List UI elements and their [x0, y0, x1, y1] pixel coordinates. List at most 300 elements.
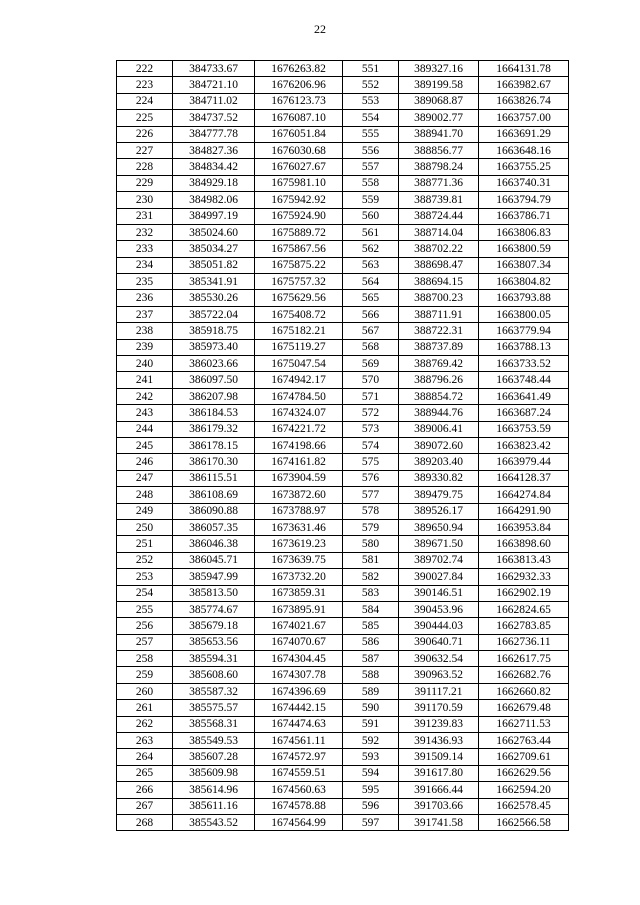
- y-coordinate-cell: 1674564.99: [255, 814, 343, 830]
- y-coordinate-cell: 1675757.32: [255, 274, 343, 290]
- y-coordinate-cell: 1674559.51: [255, 765, 343, 781]
- x-coordinate-cell: 385611.16: [173, 798, 255, 814]
- point-number-cell: 222: [117, 61, 173, 77]
- x-coordinate-cell: 388739.81: [399, 192, 479, 208]
- x-coordinate-cell: 389526.17: [399, 503, 479, 519]
- point-number-cell: 565: [343, 290, 399, 306]
- y-coordinate-cell: 1663982.67: [479, 77, 569, 93]
- point-number-cell: 576: [343, 470, 399, 486]
- x-coordinate-cell: 388714.04: [399, 224, 479, 240]
- y-coordinate-cell: 1674942.17: [255, 372, 343, 388]
- x-coordinate-cell: 390963.52: [399, 667, 479, 683]
- x-coordinate-cell: 389068.87: [399, 93, 479, 109]
- y-coordinate-cell: 1676263.82: [255, 61, 343, 77]
- table-row: [117, 208, 569, 224]
- point-number-cell: 228: [117, 159, 173, 175]
- table-row: [117, 126, 569, 142]
- table-row: [117, 782, 569, 798]
- x-coordinate-cell: 388724.44: [399, 208, 479, 224]
- y-coordinate-cell: 1675629.56: [255, 290, 343, 306]
- x-coordinate-cell: 390027.84: [399, 569, 479, 585]
- point-number-cell: 554: [343, 110, 399, 126]
- y-coordinate-cell: 1675408.72: [255, 306, 343, 322]
- point-number-cell: 568: [343, 339, 399, 355]
- point-number-cell: 589: [343, 683, 399, 699]
- y-coordinate-cell: 1675119.27: [255, 339, 343, 355]
- x-coordinate-cell: 384737.52: [173, 110, 255, 126]
- x-coordinate-cell: 388796.26: [399, 372, 479, 388]
- point-number-cell: 595: [343, 782, 399, 798]
- table-row: [117, 634, 569, 650]
- y-coordinate-cell: 1663800.59: [479, 241, 569, 257]
- x-coordinate-cell: 391741.58: [399, 814, 479, 830]
- x-coordinate-cell: 389006.41: [399, 421, 479, 437]
- y-coordinate-cell: 1675942.92: [255, 192, 343, 208]
- point-number-cell: 574: [343, 437, 399, 453]
- y-coordinate-cell: 1675889.72: [255, 224, 343, 240]
- point-number-cell: 586: [343, 634, 399, 650]
- table-row: [117, 765, 569, 781]
- y-coordinate-cell: 1674307.78: [255, 667, 343, 683]
- point-number-cell: 259: [117, 667, 173, 683]
- x-coordinate-cell: 389479.75: [399, 487, 479, 503]
- y-coordinate-cell: 1674396.69: [255, 683, 343, 699]
- y-coordinate-cell: 1673895.91: [255, 601, 343, 617]
- table-row: [117, 470, 569, 486]
- point-number-cell: 573: [343, 421, 399, 437]
- y-coordinate-cell: 1674578.88: [255, 798, 343, 814]
- point-number-cell: 244: [117, 421, 173, 437]
- table-row: [117, 306, 569, 322]
- point-number-cell: 577: [343, 487, 399, 503]
- x-coordinate-cell: 388941.70: [399, 126, 479, 142]
- y-coordinate-cell: 1674221.72: [255, 421, 343, 437]
- x-coordinate-cell: 386057.35: [173, 519, 255, 535]
- table-row: [117, 487, 569, 503]
- y-coordinate-cell: 1663826.74: [479, 93, 569, 109]
- point-number-cell: 264: [117, 749, 173, 765]
- y-coordinate-cell: 1675924.90: [255, 208, 343, 224]
- y-coordinate-cell: 1675867.56: [255, 241, 343, 257]
- table-row: [117, 61, 569, 77]
- y-coordinate-cell: 1662629.56: [479, 765, 569, 781]
- x-coordinate-cell: 385594.31: [173, 651, 255, 667]
- table-row: [117, 503, 569, 519]
- point-number-cell: 231: [117, 208, 173, 224]
- x-coordinate-cell: 388694.15: [399, 274, 479, 290]
- point-number-cell: 564: [343, 274, 399, 290]
- x-coordinate-cell: 384834.42: [173, 159, 255, 175]
- x-coordinate-cell: 389702.74: [399, 552, 479, 568]
- point-number-cell: 261: [117, 700, 173, 716]
- y-coordinate-cell: 1673631.46: [255, 519, 343, 535]
- x-coordinate-cell: 391170.59: [399, 700, 479, 716]
- point-number-cell: 596: [343, 798, 399, 814]
- point-number-cell: 232: [117, 224, 173, 240]
- x-coordinate-cell: 385543.52: [173, 814, 255, 830]
- x-coordinate-cell: 385587.32: [173, 683, 255, 699]
- y-coordinate-cell: 1675981.10: [255, 175, 343, 191]
- point-number-cell: 584: [343, 601, 399, 617]
- x-coordinate-cell: 385679.18: [173, 618, 255, 634]
- point-number-cell: 243: [117, 405, 173, 421]
- table-row: [117, 405, 569, 421]
- y-coordinate-cell: 1663648.16: [479, 142, 569, 158]
- point-number-cell: 223: [117, 77, 173, 93]
- point-number-cell: 236: [117, 290, 173, 306]
- x-coordinate-cell: 385024.60: [173, 224, 255, 240]
- x-coordinate-cell: 386179.32: [173, 421, 255, 437]
- point-number-cell: 239: [117, 339, 173, 355]
- x-coordinate-cell: 388854.72: [399, 388, 479, 404]
- x-coordinate-cell: 385530.26: [173, 290, 255, 306]
- x-coordinate-cell: 388722.31: [399, 323, 479, 339]
- x-coordinate-cell: 390640.71: [399, 634, 479, 650]
- table-row: [117, 421, 569, 437]
- point-number-cell: 581: [343, 552, 399, 568]
- x-coordinate-cell: 385947.99: [173, 569, 255, 585]
- x-coordinate-cell: 385608.60: [173, 667, 255, 683]
- table-row: [117, 388, 569, 404]
- y-coordinate-cell: 1663898.60: [479, 536, 569, 552]
- x-coordinate-cell: 388737.89: [399, 339, 479, 355]
- x-coordinate-cell: 389671.50: [399, 536, 479, 552]
- y-coordinate-cell: 1663806.83: [479, 224, 569, 240]
- x-coordinate-cell: 389199.58: [399, 77, 479, 93]
- point-number-cell: 224: [117, 93, 173, 109]
- point-number-cell: 242: [117, 388, 173, 404]
- table-row: [117, 274, 569, 290]
- point-number-cell: 597: [343, 814, 399, 830]
- table-row: [117, 569, 569, 585]
- y-coordinate-cell: 1664131.78: [479, 61, 569, 77]
- x-coordinate-cell: 388700.23: [399, 290, 479, 306]
- point-number-cell: 585: [343, 618, 399, 634]
- table-row: [117, 437, 569, 453]
- point-number-cell: 238: [117, 323, 173, 339]
- point-number-cell: 561: [343, 224, 399, 240]
- point-number-cell: 252: [117, 552, 173, 568]
- y-coordinate-cell: 1673732.20: [255, 569, 343, 585]
- point-number-cell: 263: [117, 733, 173, 749]
- point-number-cell: 566: [343, 306, 399, 322]
- point-number-cell: 240: [117, 356, 173, 372]
- point-number-cell: 572: [343, 405, 399, 421]
- point-number-cell: 557: [343, 159, 399, 175]
- y-coordinate-cell: 1675047.54: [255, 356, 343, 372]
- x-coordinate-cell: 386207.98: [173, 388, 255, 404]
- point-number-cell: 268: [117, 814, 173, 830]
- y-coordinate-cell: 1663807.34: [479, 257, 569, 273]
- x-coordinate-cell: 389650.94: [399, 519, 479, 535]
- y-coordinate-cell: 1663733.52: [479, 356, 569, 372]
- x-coordinate-cell: 385813.50: [173, 585, 255, 601]
- x-coordinate-cell: 391509.14: [399, 749, 479, 765]
- x-coordinate-cell: 391703.66: [399, 798, 479, 814]
- y-coordinate-cell: 1662617.75: [479, 651, 569, 667]
- y-coordinate-cell: 1673788.97: [255, 503, 343, 519]
- point-number-cell: 580: [343, 536, 399, 552]
- point-number-cell: 587: [343, 651, 399, 667]
- point-number-cell: 555: [343, 126, 399, 142]
- x-coordinate-cell: 386045.71: [173, 552, 255, 568]
- y-coordinate-cell: 1662932.33: [479, 569, 569, 585]
- point-number-cell: 569: [343, 356, 399, 372]
- point-number-cell: 559: [343, 192, 399, 208]
- x-coordinate-cell: 388711.91: [399, 306, 479, 322]
- y-coordinate-cell: 1663953.84: [479, 519, 569, 535]
- y-coordinate-cell: 1676027.67: [255, 159, 343, 175]
- x-coordinate-cell: 389327.16: [399, 61, 479, 77]
- point-number-cell: 241: [117, 372, 173, 388]
- x-coordinate-cell: 386170.30: [173, 454, 255, 470]
- table-row: [117, 454, 569, 470]
- y-coordinate-cell: 1663979.44: [479, 454, 569, 470]
- table-row: [117, 290, 569, 306]
- y-coordinate-cell: 1663691.29: [479, 126, 569, 142]
- coordinates-table-body: [117, 61, 569, 831]
- table-row: [117, 618, 569, 634]
- y-coordinate-cell: 1663786.71: [479, 208, 569, 224]
- y-coordinate-cell: 1662709.61: [479, 749, 569, 765]
- y-coordinate-cell: 1674560.63: [255, 782, 343, 798]
- x-coordinate-cell: 388798.24: [399, 159, 479, 175]
- y-coordinate-cell: 1673872.60: [255, 487, 343, 503]
- x-coordinate-cell: 385568.31: [173, 716, 255, 732]
- y-coordinate-cell: 1673859.31: [255, 585, 343, 601]
- y-coordinate-cell: 1662578.45: [479, 798, 569, 814]
- table-row: [117, 585, 569, 601]
- y-coordinate-cell: 1662660.82: [479, 683, 569, 699]
- y-coordinate-cell: 1662763.44: [479, 733, 569, 749]
- point-number-cell: 571: [343, 388, 399, 404]
- y-coordinate-cell: 1674474.63: [255, 716, 343, 732]
- x-coordinate-cell: 384997.19: [173, 208, 255, 224]
- point-number-cell: 248: [117, 487, 173, 503]
- x-coordinate-cell: 391436.93: [399, 733, 479, 749]
- y-coordinate-cell: 1676123.73: [255, 93, 343, 109]
- x-coordinate-cell: 385051.82: [173, 257, 255, 273]
- point-number-cell: 230: [117, 192, 173, 208]
- x-coordinate-cell: 384827.36: [173, 142, 255, 158]
- x-coordinate-cell: 384733.67: [173, 61, 255, 77]
- x-coordinate-cell: 390444.03: [399, 618, 479, 634]
- table-row: [117, 372, 569, 388]
- point-number-cell: 253: [117, 569, 173, 585]
- point-number-cell: 567: [343, 323, 399, 339]
- point-number-cell: 553: [343, 93, 399, 109]
- x-coordinate-cell: 390632.54: [399, 651, 479, 667]
- table-row: [117, 356, 569, 372]
- y-coordinate-cell: 1674784.50: [255, 388, 343, 404]
- x-coordinate-cell: 389330.82: [399, 470, 479, 486]
- x-coordinate-cell: 386184.53: [173, 405, 255, 421]
- y-coordinate-cell: 1674161.82: [255, 454, 343, 470]
- x-coordinate-cell: 385722.04: [173, 306, 255, 322]
- point-number-cell: 592: [343, 733, 399, 749]
- y-coordinate-cell: 1676206.96: [255, 77, 343, 93]
- y-coordinate-cell: 1662902.19: [479, 585, 569, 601]
- table-row: [117, 667, 569, 683]
- y-coordinate-cell: 1662824.65: [479, 601, 569, 617]
- y-coordinate-cell: 1676051.84: [255, 126, 343, 142]
- point-number-cell: 570: [343, 372, 399, 388]
- point-number-cell: 260: [117, 683, 173, 699]
- table-row: [117, 339, 569, 355]
- y-coordinate-cell: 1662594.20: [479, 782, 569, 798]
- point-number-cell: 575: [343, 454, 399, 470]
- table-row: [117, 519, 569, 535]
- point-number-cell: 251: [117, 536, 173, 552]
- point-number-cell: 250: [117, 519, 173, 535]
- table-row: [117, 798, 569, 814]
- x-coordinate-cell: 388769.42: [399, 356, 479, 372]
- y-coordinate-cell: 1662566.58: [479, 814, 569, 830]
- y-coordinate-cell: 1662682.76: [479, 667, 569, 683]
- point-number-cell: 234: [117, 257, 173, 273]
- x-coordinate-cell: 384711.02: [173, 93, 255, 109]
- y-coordinate-cell: 1663794.79: [479, 192, 569, 208]
- x-coordinate-cell: 386108.69: [173, 487, 255, 503]
- coordinates-table: [116, 60, 569, 831]
- x-coordinate-cell: 391117.21: [399, 683, 479, 699]
- y-coordinate-cell: 1674572.97: [255, 749, 343, 765]
- x-coordinate-cell: 386178.15: [173, 437, 255, 453]
- y-coordinate-cell: 1673639.75: [255, 552, 343, 568]
- point-number-cell: 593: [343, 749, 399, 765]
- x-coordinate-cell: 385774.67: [173, 601, 255, 617]
- table-row: [117, 93, 569, 109]
- x-coordinate-cell: 384777.78: [173, 126, 255, 142]
- point-number-cell: 249: [117, 503, 173, 519]
- table-row: [117, 192, 569, 208]
- point-number-cell: 582: [343, 569, 399, 585]
- point-number-cell: 265: [117, 765, 173, 781]
- y-coordinate-cell: 1676030.68: [255, 142, 343, 158]
- y-coordinate-cell: 1663757.00: [479, 110, 569, 126]
- y-coordinate-cell: 1674198.66: [255, 437, 343, 453]
- y-coordinate-cell: 1663804.82: [479, 274, 569, 290]
- y-coordinate-cell: 1676087.10: [255, 110, 343, 126]
- point-number-cell: 225: [117, 110, 173, 126]
- x-coordinate-cell: 384929.18: [173, 175, 255, 191]
- y-coordinate-cell: 1663740.31: [479, 175, 569, 191]
- table-row: [117, 552, 569, 568]
- point-number-cell: 233: [117, 241, 173, 257]
- x-coordinate-cell: 385034.27: [173, 241, 255, 257]
- y-coordinate-cell: 1664291.90: [479, 503, 569, 519]
- point-number-cell: 227: [117, 142, 173, 158]
- table-row: [117, 257, 569, 273]
- point-number-cell: 563: [343, 257, 399, 273]
- table-row: [117, 159, 569, 175]
- x-coordinate-cell: 385575.57: [173, 700, 255, 716]
- y-coordinate-cell: 1662736.11: [479, 634, 569, 650]
- point-number-cell: 258: [117, 651, 173, 667]
- point-number-cell: 594: [343, 765, 399, 781]
- page-number: 22: [314, 22, 326, 36]
- x-coordinate-cell: 384982.06: [173, 192, 255, 208]
- table-row: [117, 142, 569, 158]
- point-number-cell: 583: [343, 585, 399, 601]
- point-number-cell: 229: [117, 175, 173, 191]
- point-number-cell: 226: [117, 126, 173, 142]
- x-coordinate-cell: 385973.40: [173, 339, 255, 355]
- y-coordinate-cell: 1662679.48: [479, 700, 569, 716]
- point-number-cell: 262: [117, 716, 173, 732]
- point-number-cell: 591: [343, 716, 399, 732]
- table-row: [117, 716, 569, 732]
- x-coordinate-cell: 388702.22: [399, 241, 479, 257]
- y-coordinate-cell: 1673904.59: [255, 470, 343, 486]
- y-coordinate-cell: 1664128.37: [479, 470, 569, 486]
- point-number-cell: 254: [117, 585, 173, 601]
- y-coordinate-cell: 1675875.22: [255, 257, 343, 273]
- table-row: [117, 683, 569, 699]
- x-coordinate-cell: 385653.56: [173, 634, 255, 650]
- x-coordinate-cell: 389203.40: [399, 454, 479, 470]
- table-row: [117, 733, 569, 749]
- point-number-cell: 235: [117, 274, 173, 290]
- y-coordinate-cell: 1663779.94: [479, 323, 569, 339]
- y-coordinate-cell: 1674304.45: [255, 651, 343, 667]
- table-row: [117, 651, 569, 667]
- point-number-cell: 551: [343, 61, 399, 77]
- point-number-cell: 562: [343, 241, 399, 257]
- y-coordinate-cell: 1675182.21: [255, 323, 343, 339]
- x-coordinate-cell: 385549.53: [173, 733, 255, 749]
- table-row: [117, 77, 569, 93]
- table-row: [117, 749, 569, 765]
- table-row: [117, 175, 569, 191]
- table-row: [117, 224, 569, 240]
- y-coordinate-cell: 1674324.07: [255, 405, 343, 421]
- y-coordinate-cell: 1663793.88: [479, 290, 569, 306]
- y-coordinate-cell: 1663748.44: [479, 372, 569, 388]
- point-number-cell: 266: [117, 782, 173, 798]
- y-coordinate-cell: 1664274.84: [479, 487, 569, 503]
- x-coordinate-cell: 385918.75: [173, 323, 255, 339]
- point-number-cell: 246: [117, 454, 173, 470]
- x-coordinate-cell: 388698.47: [399, 257, 479, 273]
- y-coordinate-cell: 1663800.05: [479, 306, 569, 322]
- y-coordinate-cell: 1674021.67: [255, 618, 343, 634]
- point-number-cell: 255: [117, 601, 173, 617]
- x-coordinate-cell: 391666.44: [399, 782, 479, 798]
- y-coordinate-cell: 1663687.24: [479, 405, 569, 421]
- x-coordinate-cell: 385607.28: [173, 749, 255, 765]
- y-coordinate-cell: 1663641.49: [479, 388, 569, 404]
- table-row: [117, 241, 569, 257]
- table-row: [117, 700, 569, 716]
- point-number-cell: 267: [117, 798, 173, 814]
- table-row: [117, 323, 569, 339]
- point-number-cell: 256: [117, 618, 173, 634]
- point-number-cell: 247: [117, 470, 173, 486]
- table-row: [117, 110, 569, 126]
- point-number-cell: 552: [343, 77, 399, 93]
- y-coordinate-cell: 1674070.67: [255, 634, 343, 650]
- point-number-cell: 560: [343, 208, 399, 224]
- x-coordinate-cell: 388856.77: [399, 142, 479, 158]
- x-coordinate-cell: 385341.91: [173, 274, 255, 290]
- y-coordinate-cell: 1662711.53: [479, 716, 569, 732]
- x-coordinate-cell: 386046.38: [173, 536, 255, 552]
- y-coordinate-cell: 1674561.11: [255, 733, 343, 749]
- x-coordinate-cell: 386023.66: [173, 356, 255, 372]
- y-coordinate-cell: 1663753.59: [479, 421, 569, 437]
- x-coordinate-cell: 386097.50: [173, 372, 255, 388]
